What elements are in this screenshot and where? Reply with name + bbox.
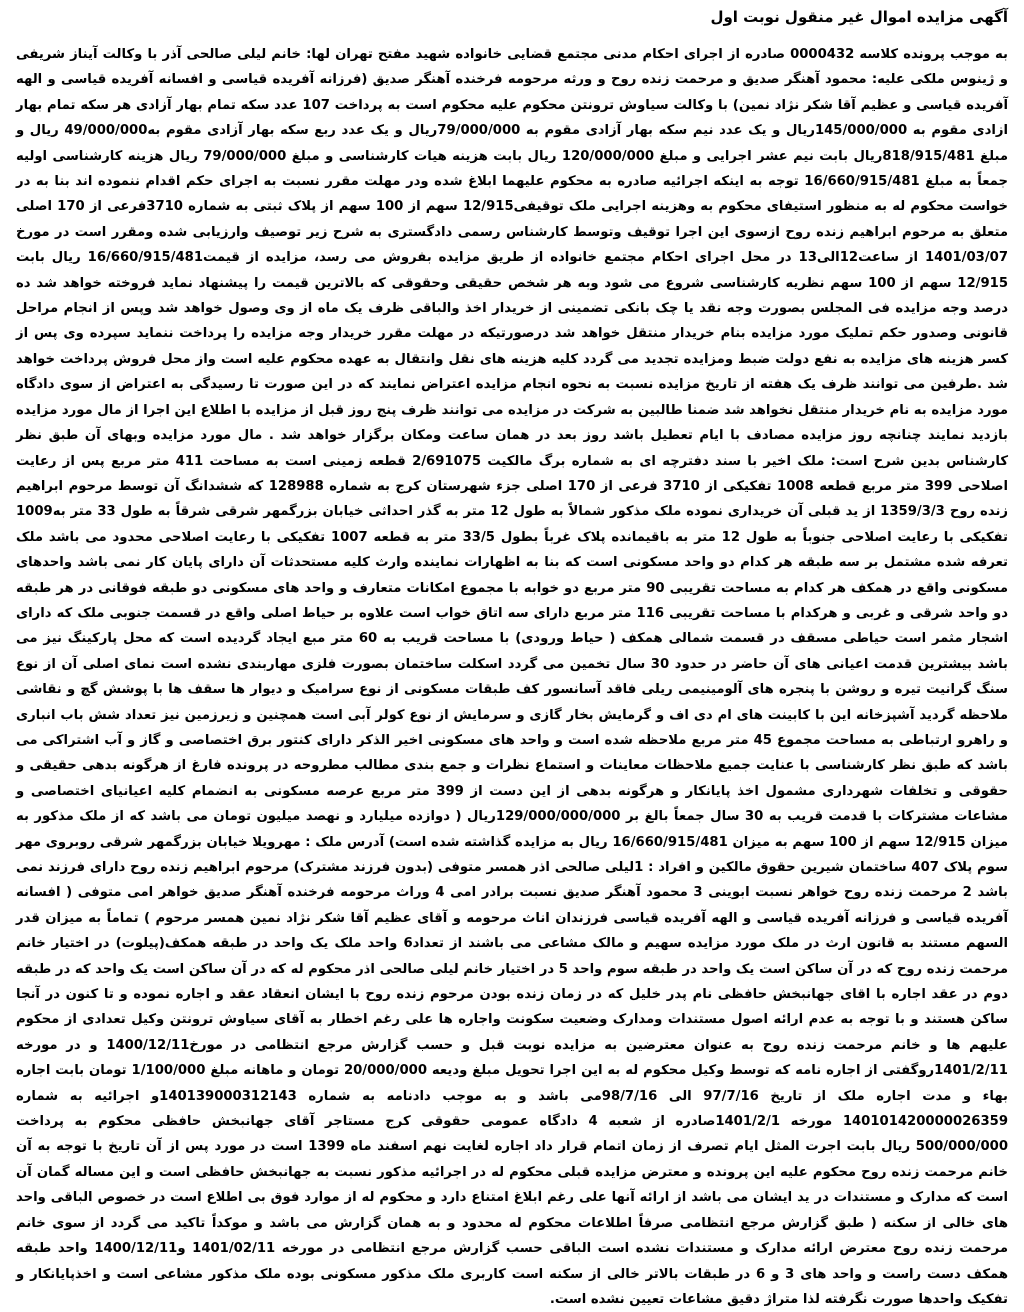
notice-body: به موجب پرونده کلاسه 0000432 صادره از اجرای احکام مدنی مجتمع قضایی خانواده شهید مفتح تهران لها: خانم لیلی صالحی آذر با وکالت آیناز شریفی و ژینوس ملکی علیه: محمود آهنگر صدیق و مرحمت زنده روح و ورثه مرحومه فرخنده آهنگر صدیق (فرزانه آفریده قیاسی و افسانه آفریده قیاسی و الهه آفریده قیاسی و عظیم آقا شکر نژاد نمین) با وکالت سیاوش ترونتن محکوم علیه محکوم است به پرداخت 107 عدد سکه تمام بهار آزادی هر سکه تمام بهار ازادی مقوم به 145/000/000ریال و یک عدد نیم سکه بهار آزادی مقوم به 79/000/000ریال و یک عدد ربع سکه بهار آزادی مقوم به49/000/000 ریال و مبلغ 818/915/481ریال بابت نیم عشر اجرایی و مبلغ 120/000/000 ریال بابت هزینه هیات کارشناسی و مبلغ 79/000/000 ریال هزینه کارشناسی اولیه جمعاً به مبلغ 16/660/915/481 توجه به اینکه اجرائیه صادره به محکوم علیهما ابلاغ شده ودر مهلت مقرر نسبت به اجرای حکم اقدام ننموده اند بنا به در خواست محکوم له به منظور استیفای محکوم به وهزینه اجرایی ملک توقیفی12/915 سهم از 100 سهم از پلاک ثبتی به شماره 3710فرعی از 170 اصلی متعلق به مرحوم ابراهیم زنده روح ازسوی این اجرا توقیف وتوسط کارشناس رسمی دادگستری به شرح زیر توصیف وارزیابی شده ومقرر است در مورخ 1401/03/07 از ساعت12الی13 در محل اجرای احکام مجتمع خانواده از طریق مزایده بفروش می رسد، مزایده از قیمت16/660/915/481 ریال بابت 12/915 سهم از 100 سهم نظریه کارشناسی شروع می شود وبه هر شخص حقیقی وحقوقی که بالاترین قیمت را پیشنهاد نماید فروخته خواهد شد ده درصد وجه مزایده فی المجلس بصورت وجه نقد یا چک بانکی تضمینی از خریدار اخذ والباقی ظرف یک ماه از وی وصول خواهد شد وپس از انجام مراحل قانونی وصدور حکم تملیک مورد مزایده بنام خریدار منتقل خواهد شد درصورتیکه در مهلت مقرر خریدار وجه مزایده را پرداخت ننماید سپرده وی پس از کسر هزینه های مزایده به نفع دولت ضبط ومزایده تجدید می گردد کلیه هزینه های نقل وانتقال به عهده محکوم علیه است واز محل فروش پرداخت خواهد شد .طرفین می توانند ظرف یک هفته از تاریخ مزایده نسبت به نحوه انجام مزایده اعتراض نمایند که در این صورت تا رسیدگی به اعتراض از سوی دادگاه مورد مزایده به نام خریدار منتقل نخواهد شد ضمنا طالبین به شرکت در مزایده می توانند ظرف پنج روز قبل از مزایده با اطلاع این اجرا از مال مورد مزایده بازدید نمایند چنانچه روز مزایده مصادف با ایام تعطیل باشد روز بعد در همان ساعت ومکان برگزار خواهد شد . مال مورد مزایده وبهای آن طبق نظر کارشناس بدین شرح است: ملک اخیر با سند دفترچه ای به شماره برگ مالکیت 2/691075 قطعه زمینی است به مساحت 411 متر مربع پس از رعایت اصلاحی 399 متر مربع قطعه 1008 تفکیکی از 3710 فرعی از 170 اصلی جزء شهرستان کرج به شماره 128988 که ششدانگ آن توسط مرحوم ابراهیم زنده روح 1359/3/3 از ید قبلی آن خریداری نموده ملک مذکور شمالاً به طول 12 متر به گذر احداثی خیابان بزرگمهر شرقی شرقاً به طول 33 متر به1009 تفکیکی با رعایت اصلاحی جنوباً به طول 12 متر به باقیمانده پلاک غرباً بطول 33/5 متر به قطعه 1007 تفکیکی با رعایت اصلاحی محدود می باشد ملک تعرفه شده مشتمل بر سه طبقه هر کدام دو واحد مسکونی است که بنا به اظهارات نماینده وارث کلیه مستحدثات آن دارای پایان کار نمی باشد واحدهای مسکونی واقع در همکف هر کدام به مساحت تقریبی 90 متر مربع دو خوابه با مجموع امکانات متعارف و واحد های مسکونی دو طبقه فوقانی در هر طبقه دو واحد شرقی و غربی و هرکدام با مساحت تقریبی 116 متر مربع دارای سه اتاق خواب است علاوه بر حیاط اصلی واقع در قسمت جنوبی ملک که دارای اشجار مثمر است حیاطی مسقف در قسمت شمالی همکف ( حیاط ورودی) با مساحت قریب به 60 متر مبع ایجاد گردیده است که محل پارکینگ نیز می باشد بیشترین قدمت اعیانی های آن حاضر در حدود 30 سال تخمین می گردد اسکلت ساختمان بصورت فلزی مهاربندی نشده است نمای اصلی آن از نوع سنگ گرانیت تیره و روشن با پنجره های آلومینیمی ریلی فاقد آسانسور کف طبقات مسکونی از نوع سرامیک و دیوار ها سقف ها با پوشش گچ و نقاشی ملاحظه گردید آشپزخانه این با کابینت های ام دی اف و گرمایش بخار گازی و سرمایش از نوع کولر آبی است همچنین و زیرزمین نیز تعداد شش باب انباری و راهرو ارتباطی به مساحت مجموع 45 متر مربع ملاحظه شده است و واحد های مسکونی اخیر الذکر دارای کنتور برق اختصاصی و گاز و آب اشتراکی می باشد که طبق نظر کارشناسی با عنایت جمیع ملاحظات معاینات و استماع نظرات و جمع بندی مطالب مطروحه در پرونده فارغ از هرگونه بدهی حقیقی و حقوقی و تخلفات شهرداری مشمول اخذ پایانکار و هرگونه بدهی از این دست از 399 متر مربع عرصه مسکونی به انضمام کلیه اعیانیای اختصاصی و مشاعات مشترکات با قدمت قریب به 30 سال جمعاً بالغ بر 129/000/000/000ریال ( دوازده میلیارد و نهصد میلیون تومان می باشد که از ملک مذکور به میزان 12/915 سهم از 100 سهم به میزان 16/660/915/481 ریال به مزایده گذاشته شده است) آدرس ملک : مهرویلا خیابان بزرگمهر شرقی روبروی مهر سوم پلاک 407 ساختمان شیرین حقوق مالکین و افراد : 1لیلی صالحی اذر همسر متوفی (بدون فرزند مشترک) مرحوم ابراهیم زنده روح دارای فرزند نمی باشد 2 مرحمت زنده روح خواهر نسبت ابوینی 3 محمود آهنگر صدیق نسبت برادر امی 4 وراث مرحومه فرخنده آهنگر صدیق خواهر امی متوفی ( افسانه آفریده قیاسی و فرزانه آفریده قیاسی و الهه آفریده قیاسی فرزندان اناث مرحومه و آقای عظیم آقا شکر نژاد نمین همسر مرحوم ) تماماً به میزان قدر السهم مستند به قانون ارث در ملک مورد مزایده سهیم و مالک مشاعی می باشند از تعداد6 واحد ملک یک واحد در طبقه همکف(پیلوت) در اختیار خانم مرحمت زنده روح که در آن ساکن است یک واحد در طبقه سوم واحد 5 در اختیار خانم لیلی صالحی اذر محکوم له که در آن ساکن است یک واحد که در طبقه دوم در عقد اجاره با اقای جهانبخش حافظی نام پدر خلیل که در زمان زنده بودن مرحوم زنده روح با ایشان انعقاد عقد و اجاره نموده و تا کنون در آنجا ساکن هستند و با توجه به عدم ارائه اصول مستندات ومدارک وضعیت سکونت واجاره ها علی رغم اخطار به آقای سیاوش ترونتن وکیل تعدادی از محکوم علیهم ها و خانم مرحمت زنده روح به عنوان معترضین به مزایده نوبت قبل و حسب گزارش مرجع انتظامی در مورخ1400/12/11 و در مورخه 1401/2/11روگفتی از اجاره نامه که توسط وکیل محکوم له به این اجرا تحویل مبلغ ودیعه 20/000/000 تومان و ماهانه مبلغ 1/100/000 تومان بابت اجاره بهاء و مدت اجاره ملک از تاریخ 97/7/16 الی 98/7/16می باشد و به موجب دادنامه به شماره 140139000312143و اجرائیه به شماره 140101420000026359 مورخه 1401/2/1صادره از شعبه 4 دادگاه عمومی حقوقی کرج مستاجر آقای جهانبخش حافظی محکوم به پرداخت 500/000/000 ریال بابت اجرت المثل ایام تصرف از زمان اتمام قرار داد اجاره لغایت نهم اسفند ماه 1399 است در مورد پس از آن تاریخ با توجه به آن خانم مرحمت زنده روح محکوم علیه این پرونده و معترض مزایده قبلی محکوم له در اجرائیه مذکور نسبت به جهانبخش حافظی است و این مساله گمان آن است که مدارک و مستندات در ید ایشان می باشد از ارائه آنها علی رغم ابلاغ امتناع دارد و محکوم له از موارد فوق بی اطلاع است در خصوص الباقی واحد های خالی از سکنه ( طبق گزارش مرجع انتظامی صرفاً اطلاعات محکوم له محدود و به همان گزارش می باشد و موکداً تاکید می گردد از سوی خانم مرحمت زنده روح معترض ارائه مدارک و مستندات نشده است الباقی حسب گزارش مرجع انتظامی در مورخه 1401/02/11 و1400/12/11 واحد طبقه همکف دست راست و واحد های 3 و 6 در طبقات بالاتر خالی از سکنه است کاربری ملک مذکور مسکونی بوده ملک مذکور مشاعی است و اخذپایانکار و تفکیک واحدها صورت نگرفته لذا متراژ دقیق مشاعات تعیین نشده است. [16, 47, 1009, 1307]
notice-title: آگهی مزایده اموال غیر منقول نوبت اول [710, 8, 1008, 26]
